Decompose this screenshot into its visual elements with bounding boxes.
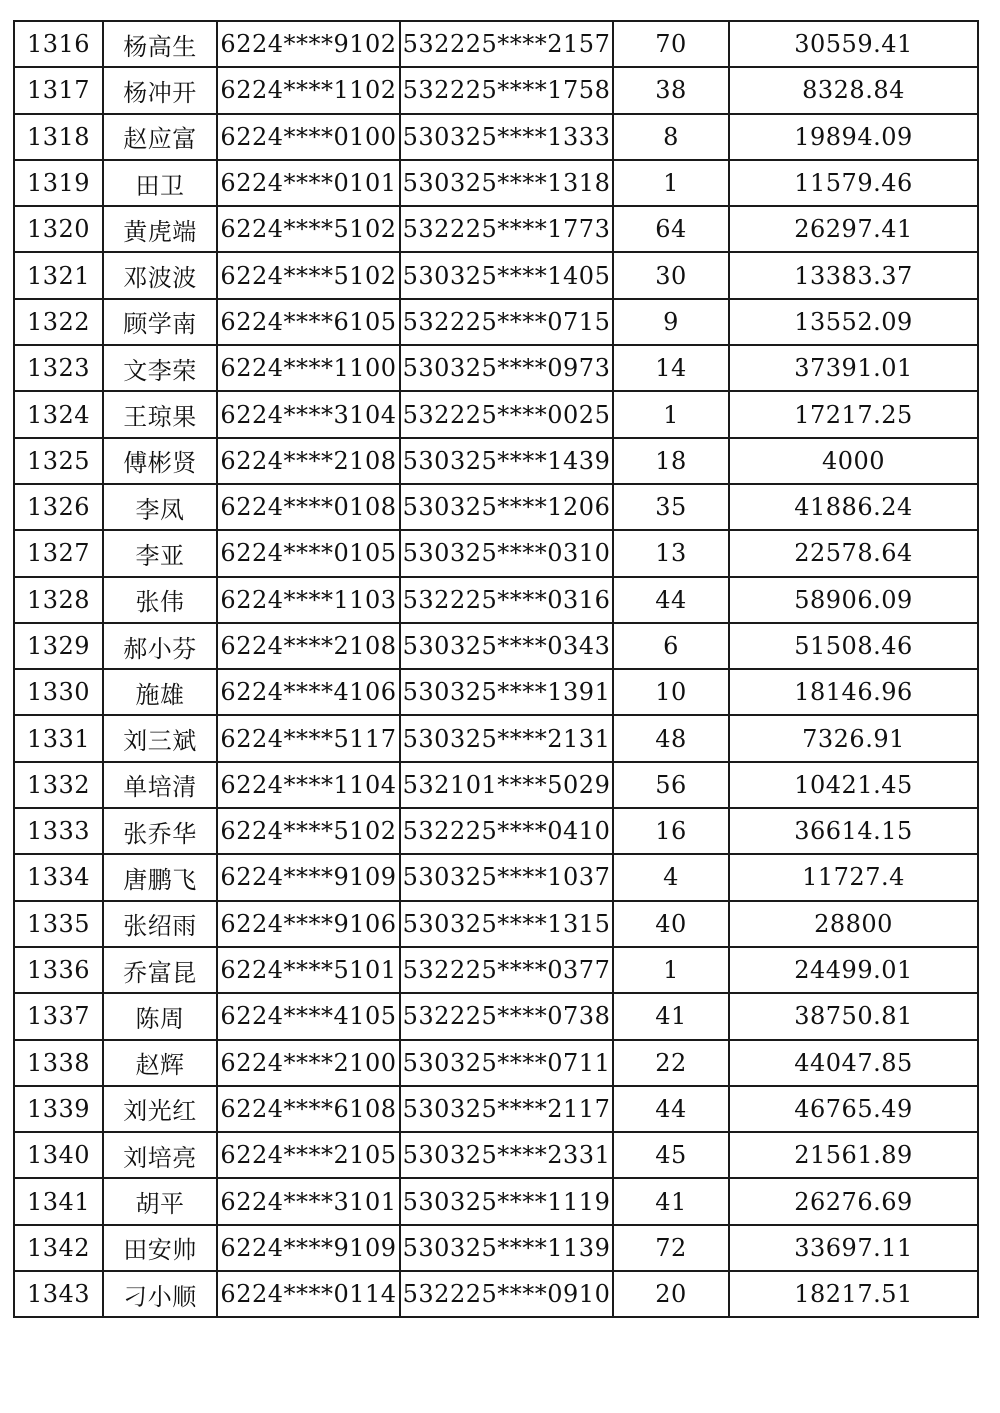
name-cell: 李亚: [103, 530, 217, 576]
id-number-cell: 530325****1037: [400, 854, 613, 900]
id-number-cell: 530325****2331: [400, 1132, 613, 1178]
name-cell: 邓波波: [103, 252, 217, 298]
name-cell: 刘培亮: [103, 1132, 217, 1178]
id-number-cell: 532225****1773: [400, 206, 613, 252]
bank-card-cell: 6224****2108: [217, 623, 400, 669]
count-cell: 44: [613, 577, 729, 623]
id-number-cell: 532225****0316: [400, 577, 613, 623]
count-cell: 1: [613, 160, 729, 206]
name-cell: 田卫: [103, 160, 217, 206]
count-cell: 41: [613, 1178, 729, 1224]
count-cell: 64: [613, 206, 729, 252]
bank-card-cell: 6224****4105: [217, 993, 400, 1039]
table-row: [14, 901, 978, 947]
name-cell: 张伟: [103, 577, 217, 623]
count-cell: 9: [613, 299, 729, 345]
name-cell: 单培清: [103, 762, 217, 808]
count-cell: 16: [613, 808, 729, 854]
row-number-cell: 1320: [14, 206, 103, 252]
count-cell: 40: [613, 901, 729, 947]
id-number-cell: 532225****0410: [400, 808, 613, 854]
bank-card-cell: 6224****6105: [217, 299, 400, 345]
amount-cell: 19894.09: [729, 114, 978, 160]
row-number-cell: 1322: [14, 299, 103, 345]
amount-cell: 11727.4: [729, 854, 978, 900]
table-row: [14, 577, 978, 623]
count-cell: 48: [613, 715, 729, 761]
bank-card-cell: 6224****6108: [217, 1086, 400, 1132]
id-number-cell: 530325****1206: [400, 484, 613, 530]
name-cell: 陈周: [103, 993, 217, 1039]
name-cell: 乔富昆: [103, 947, 217, 993]
amount-cell: 30559.41: [729, 21, 978, 67]
amount-cell: 46765.49: [729, 1086, 978, 1132]
id-number-cell: 532225****0910: [400, 1271, 613, 1317]
bank-card-cell: 6224****1102: [217, 67, 400, 113]
row-number-cell: 1342: [14, 1225, 103, 1271]
id-number-cell: 532101****5029: [400, 762, 613, 808]
bank-card-cell: 6224****1100: [217, 345, 400, 391]
table-row: [14, 947, 978, 993]
table-row: [14, 1225, 978, 1271]
count-cell: 35: [613, 484, 729, 530]
amount-cell: 58906.09: [729, 577, 978, 623]
count-cell: 72: [613, 1225, 729, 1271]
amount-cell: 24499.01: [729, 947, 978, 993]
row-number-cell: 1325: [14, 438, 103, 484]
id-number-cell: 530325****2131: [400, 715, 613, 761]
name-cell: 刘光红: [103, 1086, 217, 1132]
table-row: [14, 114, 978, 160]
amount-cell: 21561.89: [729, 1132, 978, 1178]
count-cell: 14: [613, 345, 729, 391]
id-number-cell: 530325****1405: [400, 252, 613, 298]
table-row: [14, 530, 978, 576]
name-cell: 文李荣: [103, 345, 217, 391]
name-cell: 刘三斌: [103, 715, 217, 761]
document-page: [13, 20, 977, 1318]
bank-card-cell: 6224****5117: [217, 715, 400, 761]
bank-card-cell: 6224****0105: [217, 530, 400, 576]
bank-card-cell: 6224****0100: [217, 114, 400, 160]
table-row: [14, 21, 978, 67]
amount-cell: 18146.96: [729, 669, 978, 715]
row-number-cell: 1324: [14, 391, 103, 437]
amount-cell: 11579.46: [729, 160, 978, 206]
amount-cell: 41886.24: [729, 484, 978, 530]
count-cell: 8: [613, 114, 729, 160]
name-cell: 黄虎端: [103, 206, 217, 252]
id-number-cell: 530325****1119: [400, 1178, 613, 1224]
bank-card-cell: 6224****5101: [217, 947, 400, 993]
name-cell: 刁小顺: [103, 1271, 217, 1317]
id-number-cell: 532225****2157: [400, 21, 613, 67]
id-number-cell: 532225****1758: [400, 67, 613, 113]
table-body: [14, 21, 978, 1317]
name-cell: 杨高生: [103, 21, 217, 67]
id-number-cell: 532225****0738: [400, 993, 613, 1039]
row-number-cell: 1337: [14, 993, 103, 1039]
data-table: [13, 20, 979, 1318]
name-cell: 王琼果: [103, 391, 217, 437]
table-row: [14, 299, 978, 345]
count-cell: 10: [613, 669, 729, 715]
bank-card-cell: 6224****9106: [217, 901, 400, 947]
count-cell: 38: [613, 67, 729, 113]
table-row: [14, 1132, 978, 1178]
count-cell: 18: [613, 438, 729, 484]
bank-card-cell: 6224****3104: [217, 391, 400, 437]
row-number-cell: 1327: [14, 530, 103, 576]
row-number-cell: 1340: [14, 1132, 103, 1178]
amount-cell: 26276.69: [729, 1178, 978, 1224]
row-number-cell: 1318: [14, 114, 103, 160]
count-cell: 45: [613, 1132, 729, 1178]
table-row: [14, 206, 978, 252]
table-row: [14, 67, 978, 113]
table-row: [14, 484, 978, 530]
bank-card-cell: 6224****9102: [217, 21, 400, 67]
table-row: [14, 438, 978, 484]
id-number-cell: 532225****0715: [400, 299, 613, 345]
count-cell: 30: [613, 252, 729, 298]
id-number-cell: 530325****0973: [400, 345, 613, 391]
row-number-cell: 1343: [14, 1271, 103, 1317]
id-number-cell: 530325****1391: [400, 669, 613, 715]
amount-cell: 13552.09: [729, 299, 978, 345]
row-number-cell: 1316: [14, 21, 103, 67]
id-number-cell: 530325****0343: [400, 623, 613, 669]
bank-card-cell: 6224****0101: [217, 160, 400, 206]
amount-cell: 18217.51: [729, 1271, 978, 1317]
bank-card-cell: 6224****2105: [217, 1132, 400, 1178]
table-row: [14, 715, 978, 761]
row-number-cell: 1328: [14, 577, 103, 623]
row-number-cell: 1330: [14, 669, 103, 715]
table-row: [14, 345, 978, 391]
amount-cell: 28800: [729, 901, 978, 947]
name-cell: 顾学南: [103, 299, 217, 345]
bank-card-cell: 6224****3101: [217, 1178, 400, 1224]
row-number-cell: 1341: [14, 1178, 103, 1224]
name-cell: 李凤: [103, 484, 217, 530]
table-row: [14, 1271, 978, 1317]
table-row: [14, 854, 978, 900]
amount-cell: 4000: [729, 438, 978, 484]
table-row: [14, 252, 978, 298]
count-cell: 41: [613, 993, 729, 1039]
name-cell: 郝小芬: [103, 623, 217, 669]
row-number-cell: 1321: [14, 252, 103, 298]
amount-cell: 7326.91: [729, 715, 978, 761]
id-number-cell: 530325****1139: [400, 1225, 613, 1271]
amount-cell: 38750.81: [729, 993, 978, 1039]
count-cell: 4: [613, 854, 729, 900]
count-cell: 44: [613, 1086, 729, 1132]
id-number-cell: 530325****1315: [400, 901, 613, 947]
row-number-cell: 1332: [14, 762, 103, 808]
id-number-cell: 530325****2117: [400, 1086, 613, 1132]
bank-card-cell: 6224****5102: [217, 808, 400, 854]
id-number-cell: 532225****0377: [400, 947, 613, 993]
name-cell: 赵应富: [103, 114, 217, 160]
amount-cell: 17217.25: [729, 391, 978, 437]
count-cell: 1: [613, 947, 729, 993]
row-number-cell: 1333: [14, 808, 103, 854]
row-number-cell: 1331: [14, 715, 103, 761]
id-number-cell: 530325****0711: [400, 1040, 613, 1086]
table-row: [14, 669, 978, 715]
row-number-cell: 1338: [14, 1040, 103, 1086]
amount-cell: 10421.45: [729, 762, 978, 808]
row-number-cell: 1317: [14, 67, 103, 113]
table-row: [14, 993, 978, 1039]
amount-cell: 33697.11: [729, 1225, 978, 1271]
bank-card-cell: 6224****5102: [217, 206, 400, 252]
name-cell: 唐鹏飞: [103, 854, 217, 900]
count-cell: 1: [613, 391, 729, 437]
name-cell: 傅彬贤: [103, 438, 217, 484]
row-number-cell: 1329: [14, 623, 103, 669]
count-cell: 70: [613, 21, 729, 67]
table-row: [14, 1086, 978, 1132]
name-cell: 胡平: [103, 1178, 217, 1224]
table-row: [14, 623, 978, 669]
amount-cell: 51508.46: [729, 623, 978, 669]
bank-card-cell: 6224****9109: [217, 854, 400, 900]
count-cell: 13: [613, 530, 729, 576]
bank-card-cell: 6224****2108: [217, 438, 400, 484]
id-number-cell: 530325****1333: [400, 114, 613, 160]
bank-card-cell: 6224****1104: [217, 762, 400, 808]
table-row: [14, 1178, 978, 1224]
row-number-cell: 1323: [14, 345, 103, 391]
name-cell: 施雄: [103, 669, 217, 715]
amount-cell: 37391.01: [729, 345, 978, 391]
count-cell: 20: [613, 1271, 729, 1317]
name-cell: 张绍雨: [103, 901, 217, 947]
row-number-cell: 1326: [14, 484, 103, 530]
name-cell: 杨冲开: [103, 67, 217, 113]
table-row: [14, 160, 978, 206]
amount-cell: 26297.41: [729, 206, 978, 252]
amount-cell: 8328.84: [729, 67, 978, 113]
table-row: [14, 1040, 978, 1086]
id-number-cell: 530325****1318: [400, 160, 613, 206]
bank-card-cell: 6224****9109: [217, 1225, 400, 1271]
count-cell: 22: [613, 1040, 729, 1086]
name-cell: 赵辉: [103, 1040, 217, 1086]
table-row: [14, 762, 978, 808]
row-number-cell: 1335: [14, 901, 103, 947]
id-number-cell: 530325****1439: [400, 438, 613, 484]
row-number-cell: 1334: [14, 854, 103, 900]
table-row: [14, 808, 978, 854]
bank-card-cell: 6224****0108: [217, 484, 400, 530]
count-cell: 6: [613, 623, 729, 669]
row-number-cell: 1319: [14, 160, 103, 206]
row-number-cell: 1336: [14, 947, 103, 993]
id-number-cell: 532225****0025: [400, 391, 613, 437]
name-cell: 田安帅: [103, 1225, 217, 1271]
amount-cell: 22578.64: [729, 530, 978, 576]
bank-card-cell: 6224****1103: [217, 577, 400, 623]
bank-card-cell: 6224****2100: [217, 1040, 400, 1086]
count-cell: 56: [613, 762, 729, 808]
bank-card-cell: 6224****5102: [217, 252, 400, 298]
row-number-cell: 1339: [14, 1086, 103, 1132]
bank-card-cell: 6224****0114: [217, 1271, 400, 1317]
amount-cell: 13383.37: [729, 252, 978, 298]
amount-cell: 36614.15: [729, 808, 978, 854]
bank-card-cell: 6224****4106: [217, 669, 400, 715]
amount-cell: 44047.85: [729, 1040, 978, 1086]
name-cell: 张乔华: [103, 808, 217, 854]
id-number-cell: 530325****0310: [400, 530, 613, 576]
table-row: [14, 391, 978, 437]
